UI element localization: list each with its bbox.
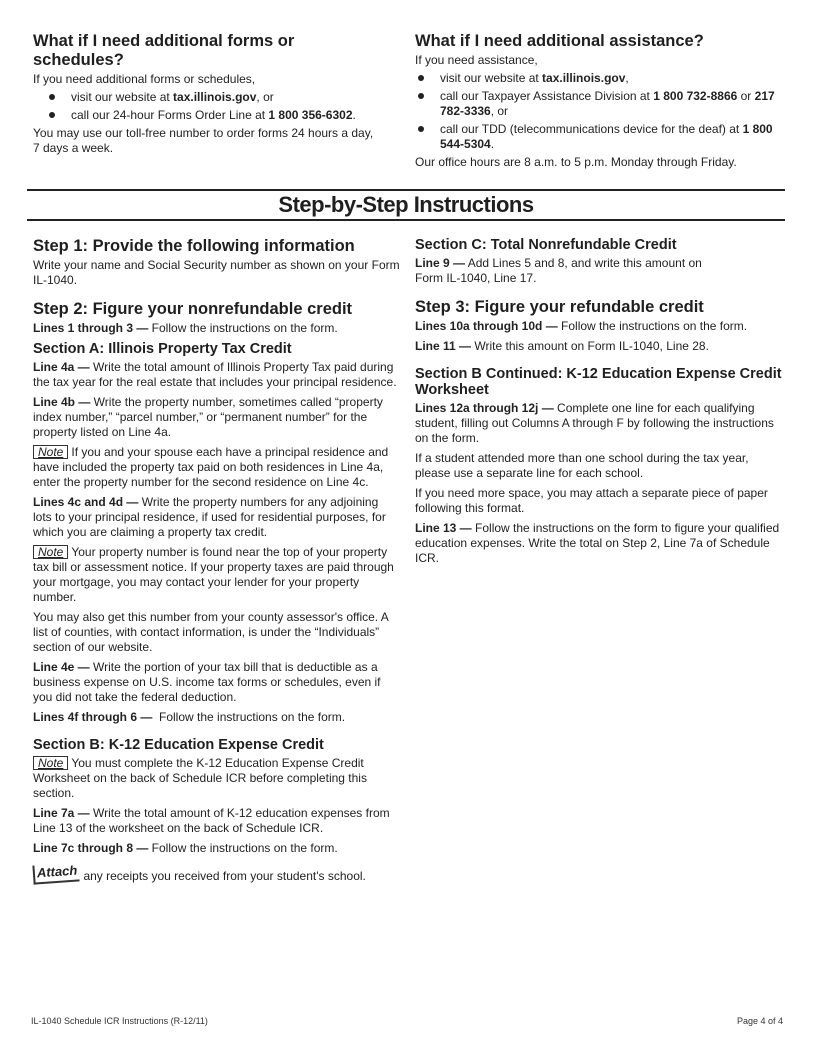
office-hours: Our office hours are 8 a.m. to 5 p.m. Monday through Friday. [415,155,737,169]
footer-form-id: IL-1040 Schedule ICR Instructions (R-12/11) [31,1016,208,1026]
attach-receipts: Attach any receipts you received from your student's school. [33,864,400,884]
forms-info-section [33,32,383,161]
lines1-3: Lines 1 through 3 — Follow the instructions on the form. [33,321,338,335]
forms-bullet-phone: call our 24-hour Forms Order Line at 1 800 356-6302. [71,108,383,123]
attach-icon: Attach [32,862,80,884]
website-link[interactable]: tax.illinois.gov [542,71,626,85]
forms-outro: You may use our toll-free number to order forms 24 hours a day, 7 days a week. [33,126,374,155]
line13: Line 13 — Follow the instructions on the form to figure your qualified education expenses. Write the total on Step 2, Line 7a of Schedule ICR. [415,521,780,565]
sectionB-continued-heading: Section B Continued: K-12 Education Expense Credit Worksheet [415,366,782,398]
step1-text: Write your name and Social Security number as shown on your Form IL-1040. [33,258,400,287]
note-icon: Note [33,545,68,559]
line4e: Line 4e — Write the portion of your tax bill that is deductible as a business expense on U.S. income tax forms or schedules, even if you did not take the federal deduction. [33,660,381,704]
lines10a-10d: Lines 10a through 10d — Follow the instructions on the form. [415,319,748,333]
note-icon: Note [33,756,68,770]
assistance-bullet-phone: call our Taxpayer Assistance Division at 1 800 732-8866 or 217 782-3336, or [440,89,790,119]
sectionA-heading: Section A: Illinois Property Tax Credit [33,341,292,357]
note-property-number: Note Your property number is found near the top of your property tax bill or assessment notice. If your property taxes are paid through your mortgage, you may contact your lender for your property number. [33,545,394,604]
assistance-bullets [415,71,790,152]
page-title: Step-by-Step Instructions [278,192,534,217]
assistance-heading: What if I need additional assistance? [415,32,704,50]
lines12a-12j: Lines 12a through 12j — Complete one line for each qualifying student, filling out Columns A through F by following the instructions on the form. [415,401,774,445]
forms-bullet-website: visit our website at tax.illinois.gov, or [71,90,383,105]
lines4c-4d: Lines 4c and 4d — Write the property numbers for any adjoining lots to your principal residence, if used for residential purposes, for which you are claiming a property tax credit. [33,495,386,539]
forms-heading: What if I need additional forms or schedules? [33,32,295,69]
more-space-text: If you need more space, you may attach a separate piece of paper following this format. [415,486,768,515]
left-column [33,237,400,889]
line7a: Line 7a — Write the total amount of K-12 education expenses from Line 13 of the worksheet on the back of Schedule ICR. [33,806,390,835]
step1-heading: Step 1: Provide the following information [33,237,355,255]
assessor-text: You may also get this number from your county assessor's office. A list of counties, with contact information, is under the “Individuals” section of our website. [33,610,389,654]
assistance-intro: If you need assistance, [415,53,538,67]
step3-heading: Step 3: Figure your refundable credit [415,298,704,316]
line4a: Line 4a — Write the total amount of Illinois Property Tax paid during the tax year for the real estate that includes your principal residence. [33,360,397,389]
note-worksheet: Note You must complete the K-12 Education Expense Credit Worksheet on the back of Schedule ICR before completing this section. [33,756,367,800]
website-link[interactable]: tax.illinois.gov [173,90,257,104]
step2-heading: Step 2: Figure your nonrefundable credit [33,300,353,318]
assistance-bullet-tdd: call our TDD (telecommunications device for the deaf) at 1 800 544-5304. [440,122,790,152]
forms-phone: 1 800 356-6302 [268,108,353,122]
line4b: Line 4b — Write the property number, sometimes called “property index number,” “parcel number,” or “permanent number” for the property listed on Line 4a. [33,395,383,439]
note-icon: Note [33,445,68,459]
banner-bottom-rule [27,219,785,221]
forms-bullets [33,90,383,123]
lines4f-6: Lines 4f through 6 — Follow the instructions on the form. [33,710,346,724]
banner-top-rule [27,189,785,191]
line7c-8: Line 7c through 8 — Follow the instructions on the form. [33,841,338,855]
assistance-section [415,32,790,175]
sectionC-heading: Section C: Total Nonrefundable Credit [415,237,677,253]
line11: Line 11 — Write this amount on Form IL-1040, Line 28. [415,339,709,353]
page-number: Page 4 of 4 [736,1016,783,1026]
right-column [415,237,787,571]
line9: Line 9 — Add Lines 5 and 8, and write this amount on Form IL-1040, Line 17. [415,256,702,285]
forms-intro: If you need additional forms or schedules, [33,72,256,86]
note-second-residence: Note If you and your spouse each have a principal residence and have included the property tax paid on both residences in Line 4a, enter the property number for the second residence on Line 4c. [33,445,389,489]
sectionB-heading: Section B: K-12 Education Expense Credit [33,737,324,753]
assistance-bullet-website: visit our website at tax.illinois.gov, [440,71,790,86]
multi-school-text: If a student attended more than one school during the tax year, please use a separate line for each school. [415,451,749,480]
